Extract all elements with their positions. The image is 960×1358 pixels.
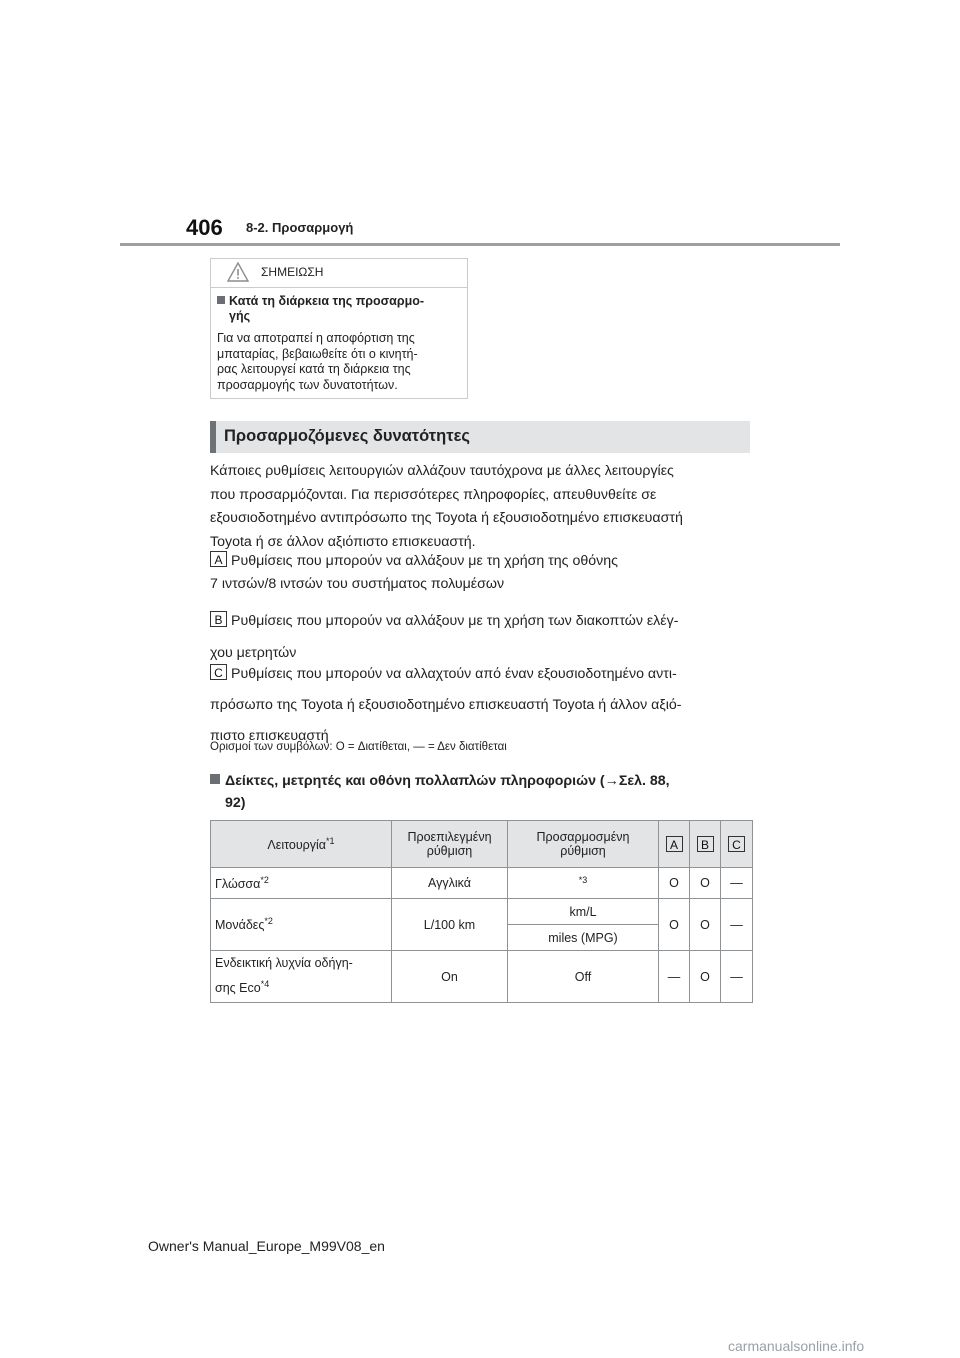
header-function: Λειτουργία$^{*1}$	[211, 821, 392, 868]
cell-a: O	[659, 868, 690, 899]
cell-a: O	[659, 899, 690, 951]
section-label: 8-2. Προσαρμογή	[246, 220, 354, 235]
cell-b: O	[690, 899, 721, 951]
cell-b: O	[690, 951, 721, 1003]
cell-default: Αγγλικά	[392, 868, 508, 899]
cell-function: Γλώσσα$^{*2}$	[211, 868, 392, 899]
cell-c: —	[721, 951, 753, 1003]
header-custom: Προσαρμοσμένη ρύθμιση	[508, 821, 659, 868]
header-default: Προεπιλεγμένη ρύθμιση	[392, 821, 508, 868]
section-heading	[210, 421, 750, 453]
cell-b: O	[690, 868, 721, 899]
notice-title: ΣΗΜΕΙΩΣΗ	[261, 265, 324, 279]
cell-function: Μονάδες$^{*2}$	[211, 899, 392, 951]
cell-c: —	[721, 899, 753, 951]
cell-custom: miles (MPG)	[508, 925, 659, 951]
item-c: C Ρυθμίσεις που μπορούν να αλλαχτούν από έναν εξουσιοδοτημένο αντι- πρόσωπο της Toyota ή εξουσιοδοτημένο επισκευαστή Toyota ή άλλον αξιό- πιστο επισκευαστή	[210, 666, 682, 744]
notice-box	[210, 258, 468, 399]
notice-body: Για να αποτραπεί η αποφόρτιση της μπαταρίας, βεβαιωθείτε ότι ο κινητή- ρας λειτουργεί κατά τη διάρκεια της προσαρμογής των δυνατοτήτων.	[217, 331, 418, 392]
item-b: B Ρυθμίσεις που μπορούν να αλλάξουν με τη χρήση των διακοπτών ελέγ- χου μετρητών	[210, 613, 679, 661]
settings-table	[210, 820, 753, 1003]
badge-a: A	[210, 551, 227, 567]
badge-c: C	[210, 664, 227, 680]
notice-header	[211, 259, 467, 288]
cell-custom: km/L	[508, 899, 659, 925]
subheading: Δείκτες, μετρητές και οθόνη πολλαπλών πληροφοριών (→Σελ. 88, 92)	[210, 770, 750, 814]
table-row	[211, 868, 753, 899]
header-b: B	[690, 821, 721, 868]
item-a: A Ρυθμίσεις που μπορούν να αλλάξουν με τη χρήση της οθόνης 7 ιντσών/8 ιντσών του συστήματος πολυμέσων	[210, 553, 618, 592]
section-heading-accent	[210, 421, 216, 453]
header-c: C	[721, 821, 753, 868]
intro-paragraph: Κάποιες ρυθμίσεις λειτουργιών αλλάζουν ταυτόχρονα με άλλες λειτουργίες που προσαρμόζονται. Για περισσότερες πληροφορίες, απευθυνθείτε σε εξουσιοδοτημένο αντιπρόσωπο της Toyota ή εξουσιοδοτημένο επισκευαστή Toyota ή σε άλλον αξιόπιστο επισκευαστή.	[210, 463, 683, 550]
cell-default: On	[392, 951, 508, 1003]
warning-triangle-icon	[227, 262, 249, 282]
table-header-row	[211, 821, 753, 868]
square-bullet-icon	[210, 774, 220, 784]
cell-c: —	[721, 868, 753, 899]
section-heading-text: Προσαρμοζόμενες δυνατότητες	[224, 427, 470, 445]
header-a: A	[659, 821, 690, 868]
table-row	[211, 899, 753, 925]
notice-subtitle: Κατά τη διάρκεια της προσαρμο- γής	[217, 294, 465, 324]
cell-custom: *3	[508, 868, 659, 899]
table-row	[211, 951, 753, 1003]
header-rule	[120, 243, 840, 246]
cell-custom: Off	[508, 951, 659, 1003]
cell-default: L/100 km	[392, 899, 508, 951]
page-number: 406	[186, 215, 223, 240]
watermark: carmanualsonline.info	[728, 1338, 865, 1354]
cell-a: —	[659, 951, 690, 1003]
square-bullet-icon	[217, 296, 225, 304]
footer-text: Owner's Manual_Europe_M99V08_en	[148, 1238, 385, 1254]
symbol-definitions: Ορισμοί των συμβόλων: O = Διατίθεται, — = Δεν διατίθεται	[210, 741, 507, 753]
cell-function: Ενδεικτική λυχνία οδήγη- σης Eco$^{*4}$	[211, 951, 392, 1003]
badge-b: B	[210, 611, 227, 627]
